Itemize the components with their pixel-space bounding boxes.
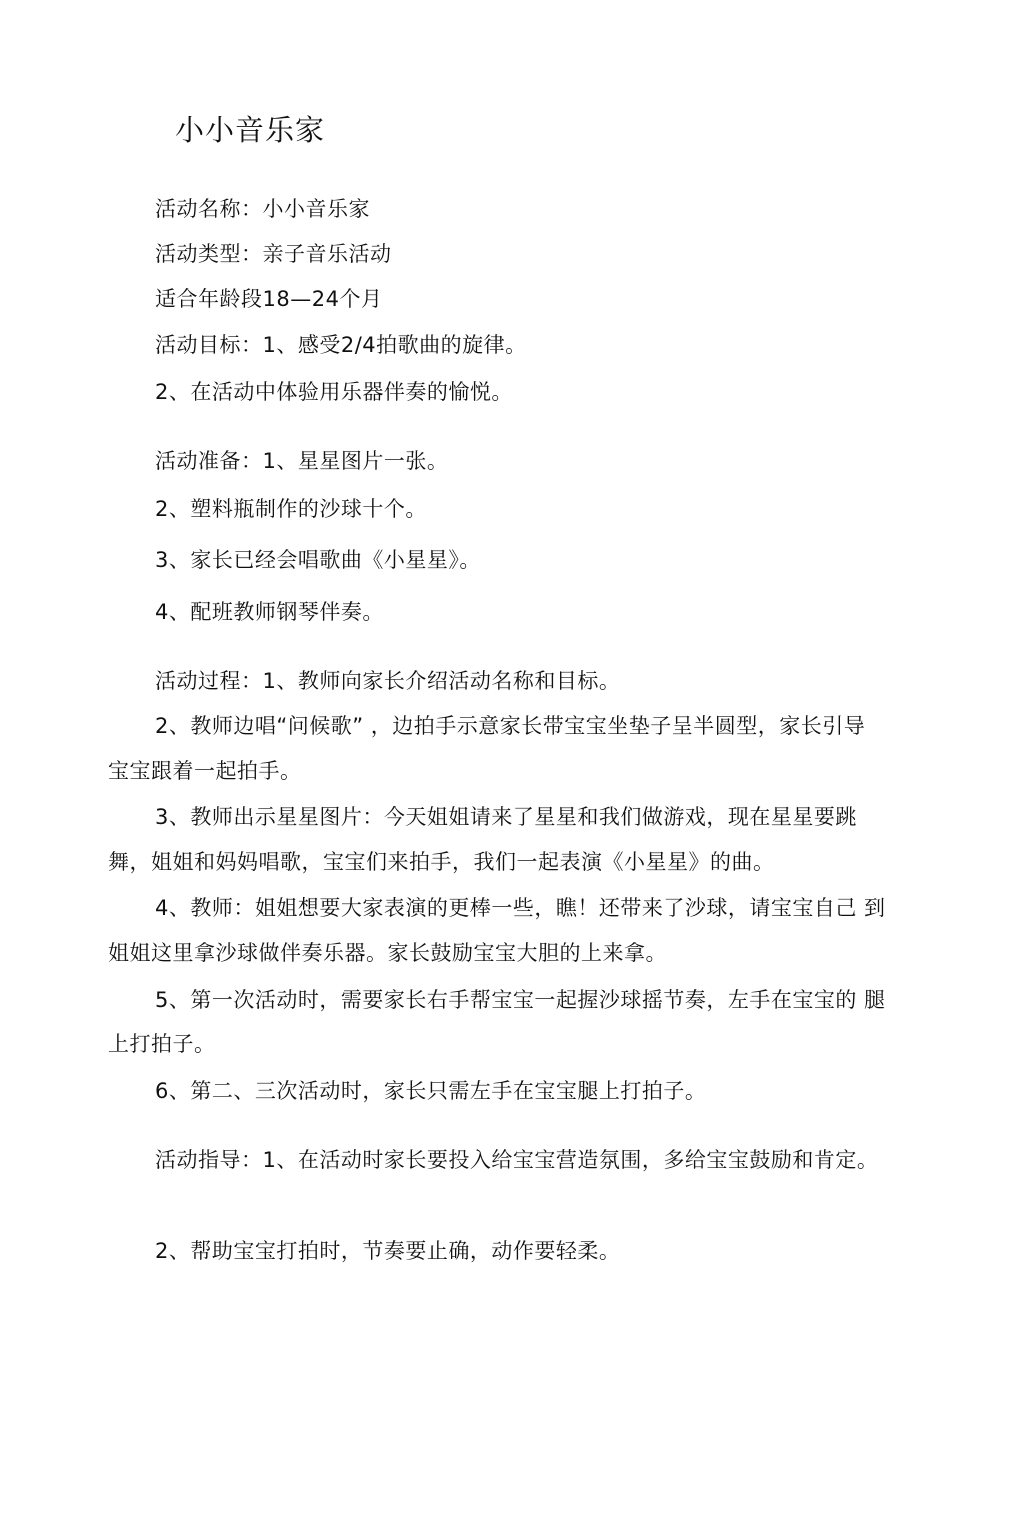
- prep-line-3: 3、家长已经会唱歌曲《小星星》。: [155, 548, 481, 572]
- goal-line-2: 2、在活动中体验用乐器伴奏的愉悦。: [155, 380, 513, 404]
- process-line-6: 6、第二、三次活动时，家长只需左手在宝宝腿上打拍子。: [155, 1079, 707, 1103]
- process-line-5a: 5、第一次活动时，需要家长右手帮宝宝一起握沙球摇节奏，左手在宝宝的 腿: [155, 988, 886, 1012]
- activity-type-line: 活动类型：亲子音乐活动: [155, 242, 392, 266]
- prep-line-1: 活动准备：1、星星图片一张。: [155, 449, 449, 473]
- process-line-4b: 姐姐这里拿沙球做伴奏乐器。家长鼓励宝宝大胆的上来拿。: [108, 941, 667, 965]
- guidance-line-1: 活动指导：1、在活动时家长要投入给宝宝营造氛围，多给宝宝鼓励和肯定。: [155, 1148, 879, 1172]
- guidance-line-2: 2、帮助宝宝打拍时，节奏要止确，动作要轻柔。: [155, 1239, 621, 1263]
- age-range-line: 适合年龄段18—24个月: [155, 287, 383, 311]
- process-line-3b: 舞，姐姐和妈妈唱歌，宝宝们来拍手，我们一起表演《小星星》的曲。: [108, 850, 775, 874]
- process-line-5b: 上打拍子。: [108, 1032, 216, 1056]
- goal-line-1: 活动目标：1、感受2/4拍歌曲的旋律。: [155, 333, 527, 357]
- process-line-2b: 宝宝跟着一起拍手。: [108, 759, 302, 783]
- activity-name-line: 活动名称：小小音乐家: [155, 197, 370, 221]
- prep-line-2: 2、塑料瓶制作的沙球十个。: [155, 497, 427, 521]
- process-line-2a: 2、教师边唱“问候歌” ，边拍手示意家长带宝宝坐垫子呈半圆型，家长引导: [155, 714, 866, 738]
- prep-line-4: 4、配班教师钢琴伴奏。: [155, 600, 384, 624]
- process-line-1: 活动过程：1、教师向家长介绍活动名称和目标。: [155, 669, 621, 693]
- process-line-4a: 4、教师：姐姐想要大家表演的更棒一些，瞧！还带来了沙球，请宝宝自己 到: [155, 896, 886, 920]
- page-title: 小小音乐家: [175, 113, 326, 147]
- process-line-3a: 3、教师出示星星图片：今天姐姐请来了星星和我们做游戏，现在星星要跳: [155, 805, 857, 829]
